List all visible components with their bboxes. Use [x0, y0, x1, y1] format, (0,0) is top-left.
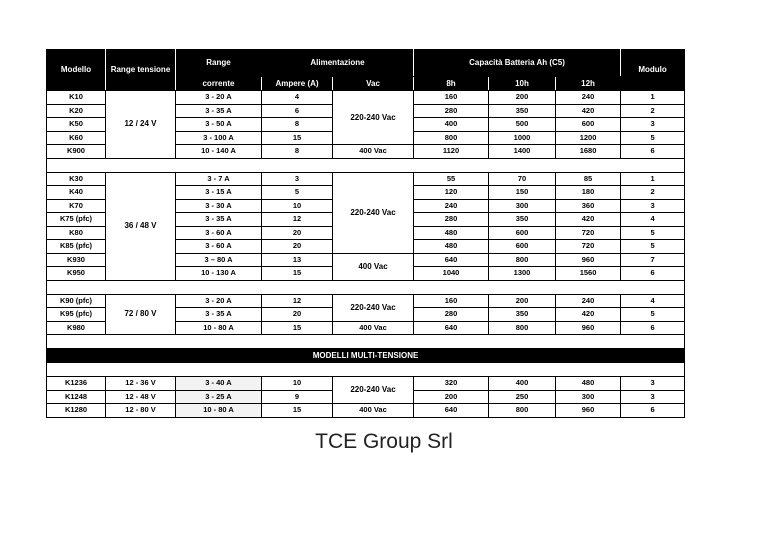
cell-8h: 400 — [414, 118, 489, 132]
cell-12h: 240 — [556, 294, 621, 308]
table-row — [47, 404, 685, 418]
cell-8h: 280 — [414, 308, 489, 322]
cell-10h: 500 — [489, 118, 556, 132]
cell-corrente: 10 - 80 A — [176, 321, 262, 335]
cell-10h: 70 — [489, 172, 556, 186]
cell-12h: 420 — [556, 104, 621, 118]
cell-ampere: 4 — [262, 91, 333, 105]
cell-modulo: 2 — [621, 104, 685, 118]
cell-12h: 180 — [556, 186, 621, 200]
spacer-row — [47, 280, 685, 294]
cell-8h: 640 — [414, 321, 489, 335]
cell-ampere: 10 — [262, 377, 333, 391]
cell-modulo: 1 — [621, 172, 685, 186]
cell-8h: 480 — [414, 226, 489, 240]
cell-ampere: 12 — [262, 213, 333, 227]
cell-modulo: 3 — [621, 199, 685, 213]
cell-8h: 55 — [414, 172, 489, 186]
cell-12h: 1560 — [556, 267, 621, 281]
cell-ampere: 8 — [262, 118, 333, 132]
cell-corrente: 10 - 130 A — [176, 267, 262, 281]
cell-ampere: 10 — [262, 199, 333, 213]
cell-modulo: 5 — [621, 308, 685, 322]
cell-12h: 360 — [556, 199, 621, 213]
cell-10h: 250 — [489, 390, 556, 404]
cell-8h: 800 — [414, 131, 489, 145]
cell-8h: 160 — [414, 294, 489, 308]
cell-ampere: 8 — [262, 145, 333, 159]
cell-modulo: 5 — [621, 226, 685, 240]
cell-modulo: 5 — [621, 131, 685, 145]
col-10h: 10h — [489, 77, 556, 91]
cell-corrente: 3 - 40 A — [176, 377, 262, 391]
cell-modello: K930 — [47, 253, 106, 267]
col-ampere: Ampere (A) — [262, 77, 333, 91]
cell-modulo: 4 — [621, 294, 685, 308]
col-modello: Modello — [47, 50, 106, 91]
table-row — [47, 91, 685, 105]
cell-modulo: 1 — [621, 91, 685, 105]
cell-8h: 640 — [414, 404, 489, 418]
cell-8h: 280 — [414, 104, 489, 118]
cell-12h: 1680 — [556, 145, 621, 159]
cell-8h: 120 — [414, 186, 489, 200]
cell-8h: 280 — [414, 213, 489, 227]
cell-10h: 350 — [489, 104, 556, 118]
col-alimentazione: Alimentazione — [262, 50, 414, 77]
col-capacita: Capacità Batteria Ah (C5) — [414, 50, 621, 77]
cell-8h: 240 — [414, 199, 489, 213]
cell-10h: 400 — [489, 377, 556, 391]
cell-corrente: 3 - 30 A — [176, 199, 262, 213]
table-row — [47, 294, 685, 308]
col-8h: 8h — [414, 77, 489, 91]
cell-ampere: 13 — [262, 253, 333, 267]
cell-vac: 400 Vac — [333, 253, 414, 280]
cell-10h: 350 — [489, 308, 556, 322]
cell-corrente: 3 - 25 A — [176, 390, 262, 404]
cell-8h: 480 — [414, 240, 489, 254]
cell-10h: 800 — [489, 321, 556, 335]
cell-corrente: 3 - 15 A — [176, 186, 262, 200]
cell-10h: 200 — [489, 91, 556, 105]
cell-8h: 320 — [414, 377, 489, 391]
cell-range-tensione: 12 / 24 V — [106, 91, 176, 159]
cell-corrente: 3 - 50 A — [176, 118, 262, 132]
cell-12h: 960 — [556, 253, 621, 267]
cell-corrente: 3 - 35 A — [176, 308, 262, 322]
cell-corrente: 3 - 100 A — [176, 131, 262, 145]
cell-ampere: 15 — [262, 131, 333, 145]
cell-vac: 220-240 Vac — [333, 91, 414, 145]
table-header — [47, 50, 685, 91]
cell-modulo: 2 — [621, 186, 685, 200]
cell-12h: 960 — [556, 321, 621, 335]
cell-corrente: 3 - 20 A — [176, 91, 262, 105]
cell-8h: 1040 — [414, 267, 489, 281]
cell-range-tensione: 72 / 80 V — [106, 294, 176, 335]
cell-corrente: 10 - 80 A — [176, 404, 262, 418]
cell-modulo: 3 — [621, 390, 685, 404]
cell-corrente: 3 - 20 A — [176, 294, 262, 308]
cell-10h: 1300 — [489, 267, 556, 281]
cell-12h: 960 — [556, 404, 621, 418]
cell-ampere: 20 — [262, 226, 333, 240]
cell-10h: 200 — [489, 294, 556, 308]
cell-ampere: 15 — [262, 404, 333, 418]
cell-modello: K40 — [47, 186, 106, 200]
cell-ampere: 6 — [262, 104, 333, 118]
cell-10h: 1400 — [489, 145, 556, 159]
cell-8h: 200 — [414, 390, 489, 404]
cell-vac: 220-240 Vac — [333, 172, 414, 253]
cell-modello: K60 — [47, 131, 106, 145]
cell-12h: 240 — [556, 91, 621, 105]
cell-vac: 400 Vac — [333, 145, 414, 159]
cell-modello: K1236 — [47, 377, 106, 391]
cell-10h: 600 — [489, 226, 556, 240]
cell-modello: K85 (pfc) — [47, 240, 106, 254]
cell-modulo: 7 — [621, 253, 685, 267]
multi-tensione-title: MODELLI MULTI-TENSIONE — [47, 349, 685, 363]
cell-corrente: 3 - 7 A — [176, 172, 262, 186]
cell-modulo: 3 — [621, 377, 685, 391]
cell-modello: K30 — [47, 172, 106, 186]
cell-modello: K1280 — [47, 404, 106, 418]
company-footer: TCE Group Srl — [315, 430, 453, 453]
cell-range-tensione: 12 - 36 V — [106, 377, 176, 391]
multi-tensione-banner — [47, 349, 685, 363]
cell-12h: 600 — [556, 118, 621, 132]
cell-vac: 400 Vac — [333, 404, 414, 418]
cell-12h: 420 — [556, 308, 621, 322]
cell-ampere: 5 — [262, 186, 333, 200]
cell-8h: 160 — [414, 91, 489, 105]
cell-10h: 150 — [489, 186, 556, 200]
col-modulo: Modulo — [621, 50, 685, 91]
cell-vac: 220-240 Vac — [333, 294, 414, 321]
col-range: Range — [176, 50, 262, 77]
cell-modulo: 6 — [621, 404, 685, 418]
cell-10h: 300 — [489, 199, 556, 213]
cell-10h: 800 — [489, 404, 556, 418]
cell-modello: K10 — [47, 91, 106, 105]
col-corrente: corrente — [176, 77, 262, 91]
cell-corrente: 3 - 60 A — [176, 240, 262, 254]
cell-12h: 480 — [556, 377, 621, 391]
cell-8h: 1120 — [414, 145, 489, 159]
spacer-row — [47, 363, 685, 377]
cell-12h: 420 — [556, 213, 621, 227]
spacer-row — [47, 335, 685, 349]
cell-modulo: 6 — [621, 267, 685, 281]
cell-modello: K95 (pfc) — [47, 308, 106, 322]
cell-corrente: 3 - 35 A — [176, 213, 262, 227]
cell-modello: K20 — [47, 104, 106, 118]
cell-modello: K90 (pfc) — [47, 294, 106, 308]
cell-10h: 600 — [489, 240, 556, 254]
cell-8h: 640 — [414, 253, 489, 267]
cell-ampere: 12 — [262, 294, 333, 308]
cell-modulo: 6 — [621, 321, 685, 335]
col-range-tensione: Range tensione — [106, 50, 176, 91]
cell-12h: 300 — [556, 390, 621, 404]
cell-ampere: 3 — [262, 172, 333, 186]
cell-ampere: 15 — [262, 321, 333, 335]
spacer-row — [47, 158, 685, 172]
cell-10h: 350 — [489, 213, 556, 227]
cell-modello: K950 — [47, 267, 106, 281]
cell-vac: 220-240 Vac — [333, 377, 414, 404]
cell-12h: 720 — [556, 240, 621, 254]
cell-12h: 720 — [556, 226, 621, 240]
cell-corrente: 3 - 35 A — [176, 104, 262, 118]
cell-10h: 800 — [489, 253, 556, 267]
product-table-sheet — [46, 49, 684, 418]
cell-range-tensione: 36 / 48 V — [106, 172, 176, 280]
cell-vac: 400 Vac — [333, 321, 414, 335]
cell-ampere: 20 — [262, 308, 333, 322]
table-row — [47, 172, 685, 186]
cell-modulo: 5 — [621, 240, 685, 254]
cell-modulo: 3 — [621, 118, 685, 132]
cell-ampere: 9 — [262, 390, 333, 404]
table-row — [47, 377, 685, 391]
cell-range-tensione: 12 - 80 V — [106, 404, 176, 418]
cell-corrente: 10 - 140 A — [176, 145, 262, 159]
cell-modello: K900 — [47, 145, 106, 159]
cell-10h: 1000 — [489, 131, 556, 145]
cell-modello: K1248 — [47, 390, 106, 404]
cell-ampere: 20 — [262, 240, 333, 254]
col-12h: 12h — [556, 77, 621, 91]
cell-range-tensione: 12 - 48 V — [106, 390, 176, 404]
cell-12h: 1200 — [556, 131, 621, 145]
cell-modello: K980 — [47, 321, 106, 335]
col-vac: Vac — [333, 77, 414, 91]
cell-ampere: 15 — [262, 267, 333, 281]
cell-modello: K75 (pfc) — [47, 213, 106, 227]
cell-modello: K80 — [47, 226, 106, 240]
cell-modello: K50 — [47, 118, 106, 132]
cell-modello: K70 — [47, 199, 106, 213]
cell-modulo: 4 — [621, 213, 685, 227]
cell-corrente: 3 – 80 A — [176, 253, 262, 267]
cell-12h: 85 — [556, 172, 621, 186]
product-table — [46, 49, 685, 418]
cell-modulo: 6 — [621, 145, 685, 159]
cell-corrente: 3 - 60 A — [176, 226, 262, 240]
